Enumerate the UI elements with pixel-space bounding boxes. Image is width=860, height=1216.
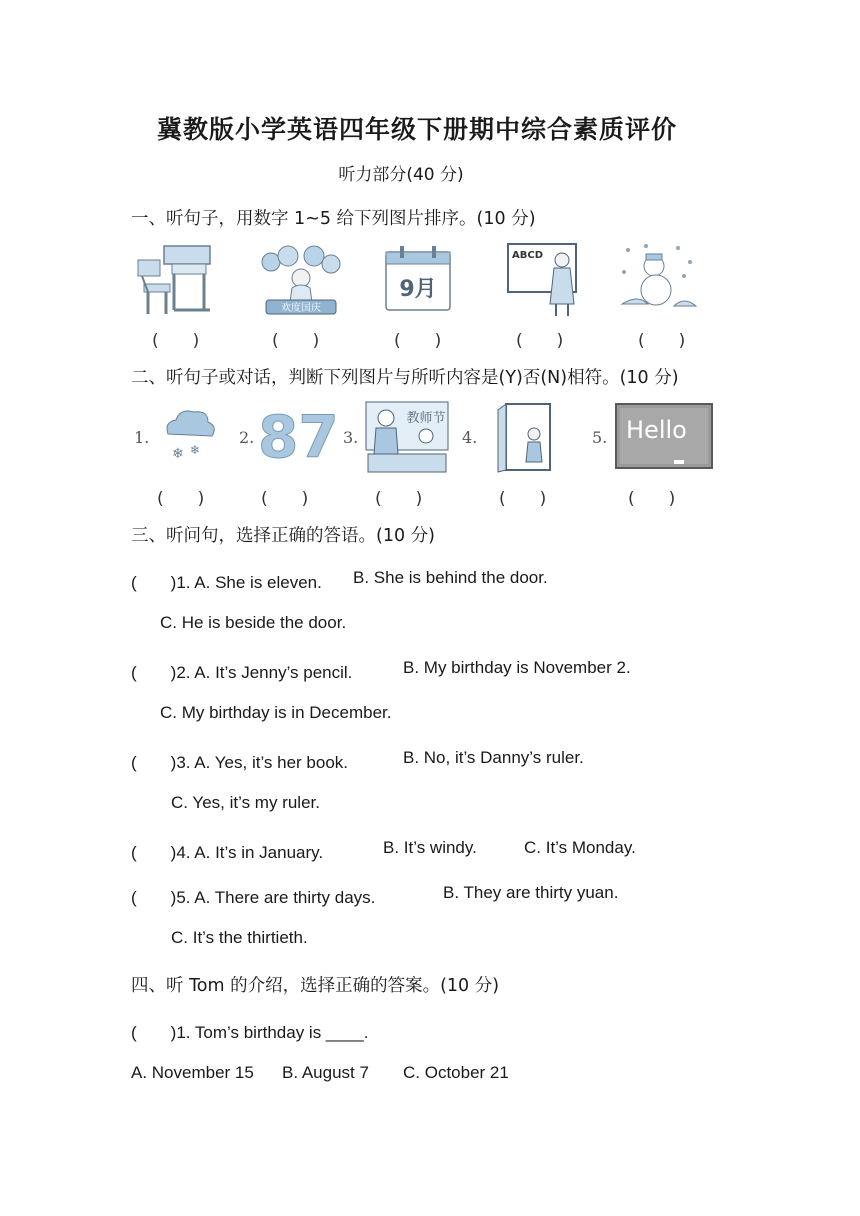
question-5-option-b: B. They are thirty yuan. xyxy=(443,883,619,902)
question-4-option-b: B. It’s windy. xyxy=(383,838,477,857)
item-number: 1. xyxy=(134,428,150,447)
item-number: 4. xyxy=(462,428,478,447)
question-1-option-c: C. He is beside the door. xyxy=(160,613,347,632)
teachers-day-text: 教师节 xyxy=(406,411,446,426)
answer-blank[interactable]: ( ) xyxy=(261,489,309,509)
teachers-day-image xyxy=(364,400,450,474)
snow-cloud-image xyxy=(158,404,218,466)
question-2-option-a: ( )2. A. It’s Jenny’s pencil. xyxy=(131,663,353,682)
calendar-text: 9月 xyxy=(399,277,437,302)
section-4-option-b: B. August 7 xyxy=(282,1063,369,1082)
answer-blank[interactable]: ( ) xyxy=(152,331,200,351)
answer-blank[interactable]: ( ) xyxy=(272,331,320,351)
question-1-option-b: B. She is behind the door. xyxy=(353,568,548,587)
hello-text: Hello xyxy=(626,416,687,444)
question-3-option-a: ( )3. A. Yes, it’s her book. xyxy=(131,753,349,772)
answer-blank[interactable]: ( ) xyxy=(628,489,676,509)
item-number: 2. xyxy=(239,428,255,447)
blackboard-text: ABCD xyxy=(512,250,544,261)
section-4-option-c: C. October 21 xyxy=(403,1063,509,1082)
question-3-option-b: B. No, it’s Danny’s ruler. xyxy=(403,748,584,767)
answer-blank[interactable]: ( ) xyxy=(157,489,205,509)
item-number: 5. xyxy=(592,428,608,447)
question-2-option-c: C. My birthday is in December. xyxy=(160,703,392,722)
question-3-option-c: C. Yes, it’s my ruler. xyxy=(171,793,320,812)
desk-chair-image xyxy=(134,240,214,318)
answer-blank[interactable]: ( ) xyxy=(516,331,564,351)
question-5-option-a: ( )5. A. There are thirty days. xyxy=(131,888,376,907)
number-87-image: 87 xyxy=(258,403,339,471)
question-4-option-a: ( )4. A. It’s in January. xyxy=(131,843,324,862)
teacher-blackboard-image xyxy=(506,242,580,318)
svg-text:❄: ❄ xyxy=(172,446,184,462)
girl-at-door-image xyxy=(496,400,558,474)
answer-blank[interactable]: ( ) xyxy=(394,331,442,351)
page-subtitle: 听力部分(40 分) xyxy=(338,165,464,185)
svg-text:❄: ❄ xyxy=(190,443,201,457)
section-3-heading: 三、听问句，选择正确的答语。(10 分) xyxy=(131,526,435,546)
section-4-heading: 四、听 Tom 的介绍，选择正确的答案。(10 分) xyxy=(131,976,500,996)
section-1-heading: 一、听句子，用数字 1~5 给下列图片排序。(10 分) xyxy=(131,209,536,229)
page-title: 冀教版小学英语四年级下册期中综合素质评价 xyxy=(156,115,677,144)
answer-blank[interactable]: ( ) xyxy=(499,489,547,509)
hello-blackboard-image xyxy=(614,402,714,472)
calendar-image xyxy=(382,244,456,314)
section-2-heading: 二、听句子或对话，判断下列图片与所听内容是(Y)否(N)相符。(10 分) xyxy=(131,368,679,388)
question-5-option-c: C. It’s the thirtieth. xyxy=(171,928,308,947)
national-day-balloons-image xyxy=(256,242,346,318)
question-2-option-b: B. My birthday is November 2. xyxy=(403,658,631,677)
section-4-question-1: ( )1. Tom’s birthday is ____. xyxy=(131,1023,369,1042)
section-4-option-a: A. November 15 xyxy=(131,1063,254,1082)
item-number: 3. xyxy=(343,428,359,447)
snowman-image xyxy=(618,242,698,312)
question-1-option-a: ( )1. A. She is eleven. xyxy=(131,573,322,592)
question-4-option-c: C. It’s Monday. xyxy=(524,838,636,857)
banner-text: 欢度国庆 xyxy=(281,303,321,314)
answer-blank[interactable]: ( ) xyxy=(638,331,686,351)
answer-blank[interactable]: ( ) xyxy=(375,489,423,509)
